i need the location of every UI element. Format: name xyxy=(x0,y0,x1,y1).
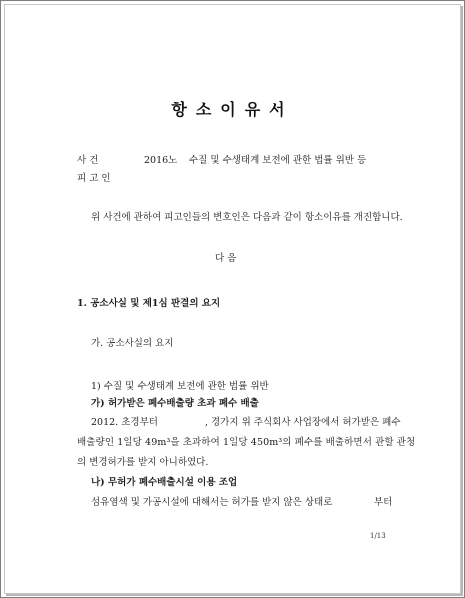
case-label: 사 건 xyxy=(77,155,99,166)
item-1-ga: 가) 허가받은 폐수배출량 초과 폐수 배출 xyxy=(91,398,259,409)
para-1-line-2: 배출량인 1일당 49m³을 초과하여 1일당 450m³의 폐수를 배출하면서 관할 관청 xyxy=(77,437,416,448)
para-2-line-1a: 섬유염색 및 가공시설에 대해서는 허가를 받지 않은 상태로 xyxy=(91,497,333,508)
para-1-line-1b: , 경가지 위 주식회사 사업장에서 허가받은 폐수 xyxy=(205,417,401,428)
item-1-na: 나) 무허가 폐수배출시설 이용 조업 xyxy=(91,477,238,488)
para-1-line-3: 의 변경허가를 받지 아니하였다. xyxy=(77,457,209,468)
page-number: 1/13 xyxy=(370,532,386,540)
section-1-ga: 가. 공소사실의 요지 xyxy=(91,338,174,349)
intro-paragraph: 위 사건에 관하여 피고인들의 변호인은 다음과 같이 항소이유를 개진합니다. xyxy=(91,212,403,223)
para-2-line-1b: 부터 xyxy=(374,497,393,508)
item-1: 1) 수질 및 수생태계 보전에 관한 법률 위반 xyxy=(91,381,269,392)
case-name: 수질 및 수생태계 보전에 관한 법률 위반 등 xyxy=(189,155,367,166)
next-heading: 다 음 xyxy=(215,253,237,264)
para-1-line-1a: 2012. 초경부터 xyxy=(91,417,158,428)
defendant-label: 피 고 인 xyxy=(77,173,111,184)
document-page xyxy=(4,4,461,594)
section-1-heading: 1. 공소사실 및 제1심 판결의 요지 xyxy=(77,298,221,309)
document-title: 항소이유서 xyxy=(171,100,294,119)
case-number: 2016노 xyxy=(144,155,178,166)
